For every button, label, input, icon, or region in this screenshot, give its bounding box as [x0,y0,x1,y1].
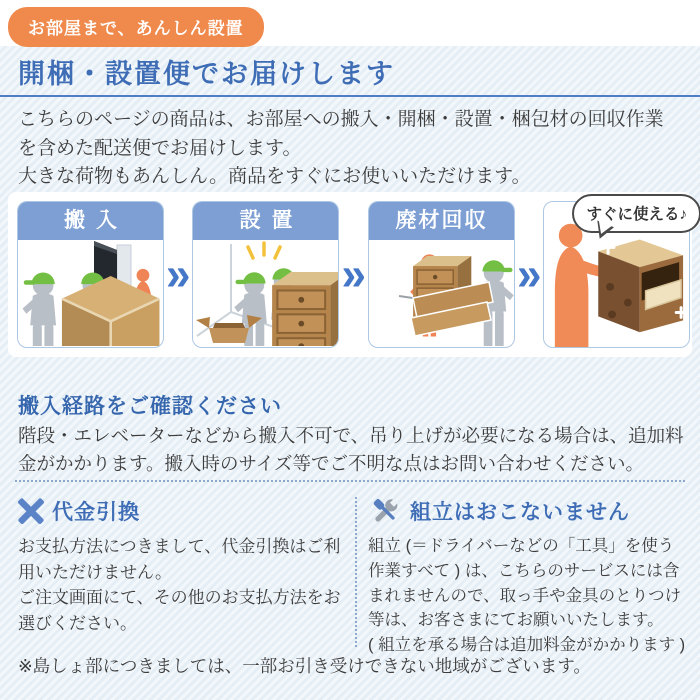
chevron-right-icon: » [516,248,542,300]
intro-line-2: 大きな荷物もあんしん。商品をすぐにお使いいただけます。 [18,166,531,187]
cod-heading [18,496,348,526]
assembly-column [368,496,690,658]
step-panel-waste-collection [368,201,515,348]
step-panel-setup [192,201,339,348]
chevron-right-icon: » [341,248,366,300]
step-label: 搬入 [18,202,163,240]
waste-collection-illustration [369,240,514,346]
chevron-right-icon: » [166,248,191,300]
step-label: 設置 [193,202,338,240]
step-label: 廃材回収 [369,202,514,240]
assembly-note: ( 組立を承る場合は追加料金がかかります ) [368,636,686,654]
carry-in-illustration [18,240,163,346]
speech-bubble: すぐに使える♪ [572,194,700,233]
assembly-body [368,534,690,658]
setup-illustration [193,240,338,346]
top-ribbon-badge: お部屋まで、あんしん設置 [8,7,264,47]
intro-line-1: こちらのページの商品は、お部屋への搬入・開梱・設置・梱包材の回収作業を含めた配送便でお届けします。 [18,109,664,159]
cod-column [18,496,348,636]
assembly-body-text: 組立 (＝ドライバーなどの「工具」を使う作業すべて ) は、こちらのサービスには含まれませんので、取っ手や金具のとりつけ等は、お客さまにてお願いいたします。 [368,537,682,630]
cod-body-line-1: お支払方法につきまして、代金引換はご利用いただけません。 [18,537,341,582]
tools-icon [368,496,402,526]
delivery-steps-strip [8,192,692,357]
route-section-title: 搬入経路をご確認ください [18,395,282,418]
assembly-title: 組立はおこないません [410,501,630,524]
islands-footnote: ※島しょ部につきましては、一部お引き受けできない地域がございます。 [18,656,591,676]
page-title: 開梱・設置便でお届けします [18,59,395,89]
vertical-dotted-divider [355,497,357,647]
cod-title: 代金引換 [52,501,140,524]
title-divider [0,95,700,97]
route-section-body: 階段・エレベーターなどから搬入不可で、吊り上げが必要になる場合は、追加料金がかかります。搬入時のサイズ等でご不明な点はお問い合わせください。 [18,425,684,474]
x-icon [18,498,44,524]
step-panel-carry-in [17,201,164,348]
horizontal-dotted-divider [15,480,685,482]
assembly-heading [368,496,690,526]
step-panel-ready-to-use [543,201,690,348]
cod-body-line-2: ご注文画面にて、その他のお支払方法をお選びください。 [18,588,341,633]
intro-paragraph [18,106,670,192]
cod-body [18,534,348,636]
